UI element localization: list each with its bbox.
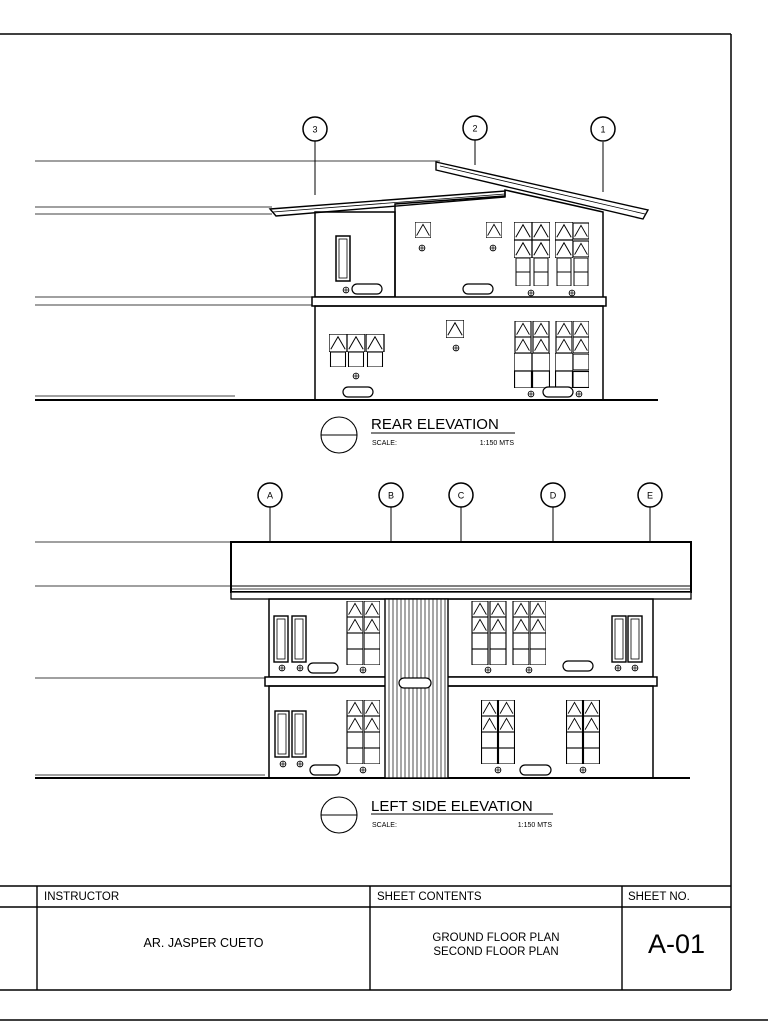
- rear-slot-window: [336, 236, 350, 281]
- left-lower-window-b: [347, 700, 380, 764]
- rear-elevation-title: REAR ELEVATION: [371, 416, 499, 433]
- grid-marker-e: [638, 483, 662, 507]
- left-scale-value: 1:150 MTS: [517, 822, 552, 829]
- svg-text:3: 3: [312, 124, 318, 135]
- left-scale-label: SCALE:: [372, 822, 397, 829]
- sheet-number: A-01: [647, 929, 706, 959]
- rear-lower-window-right: [514, 321, 589, 388]
- left-grid-markers: [258, 483, 662, 507]
- rear-upper-window-group: [514, 222, 589, 286]
- left-central-column: [385, 599, 448, 778]
- sheet-contents-heading: SHEET CONTENTS: [377, 891, 482, 903]
- svg-text:B: B: [387, 490, 395, 501]
- rear-scale-value: 1:150 MTS: [479, 440, 514, 447]
- grid-marker-d: [541, 483, 565, 507]
- svg-text:1: 1: [600, 124, 606, 135]
- grid-marker-3: [303, 117, 327, 141]
- left-elevation-title: LEFT SIDE ELEVATION: [371, 798, 533, 815]
- rear-scale-label: SCALE:: [372, 440, 397, 447]
- svg-text:2: 2: [472, 123, 478, 134]
- grid-marker-1: [591, 117, 615, 141]
- grid-marker-a: [258, 483, 282, 507]
- rear-elevation-drawing: [35, 116, 658, 400]
- rear-grid-markers: [303, 116, 615, 141]
- sheet-no-heading: SHEET NO.: [628, 891, 690, 903]
- sheet-border: [0, 34, 768, 1020]
- left-lower-window-c: [482, 700, 515, 764]
- svg-text:C: C: [457, 490, 465, 501]
- grid-marker-c: [449, 483, 473, 507]
- left-roof: [231, 542, 691, 599]
- grid-marker-2: [463, 116, 487, 140]
- left-upper-window-b: [347, 601, 380, 665]
- grid-marker-b: [379, 483, 403, 507]
- left-grid-leaders: [270, 507, 650, 542]
- instructor-name: AR. JASPER CUETO: [143, 936, 264, 950]
- left-lower-window-d: [567, 700, 600, 764]
- left-upper-slot-windows: [274, 616, 642, 662]
- instructor-heading: INSTRUCTOR: [44, 891, 120, 903]
- rear-roof: [270, 162, 648, 219]
- svg-text:D: D: [549, 490, 557, 501]
- left-upper-window-c: [472, 601, 546, 665]
- contents-line-2: SECOND FLOOR PLAN: [433, 946, 559, 958]
- rear-reference-lines: [35, 161, 440, 305]
- rear-lower-window-left: [329, 334, 384, 367]
- svg-text:E: E: [646, 490, 654, 501]
- contents-line-1: GROUND FLOOR PLAN: [432, 932, 560, 944]
- rear-elevation-label: [321, 416, 515, 453]
- left-side-elevation-drawing: [35, 483, 691, 778]
- svg-text:A: A: [266, 490, 274, 501]
- left-side-elevation-label: [321, 797, 553, 833]
- left-lower-slot-windows: [275, 711, 306, 757]
